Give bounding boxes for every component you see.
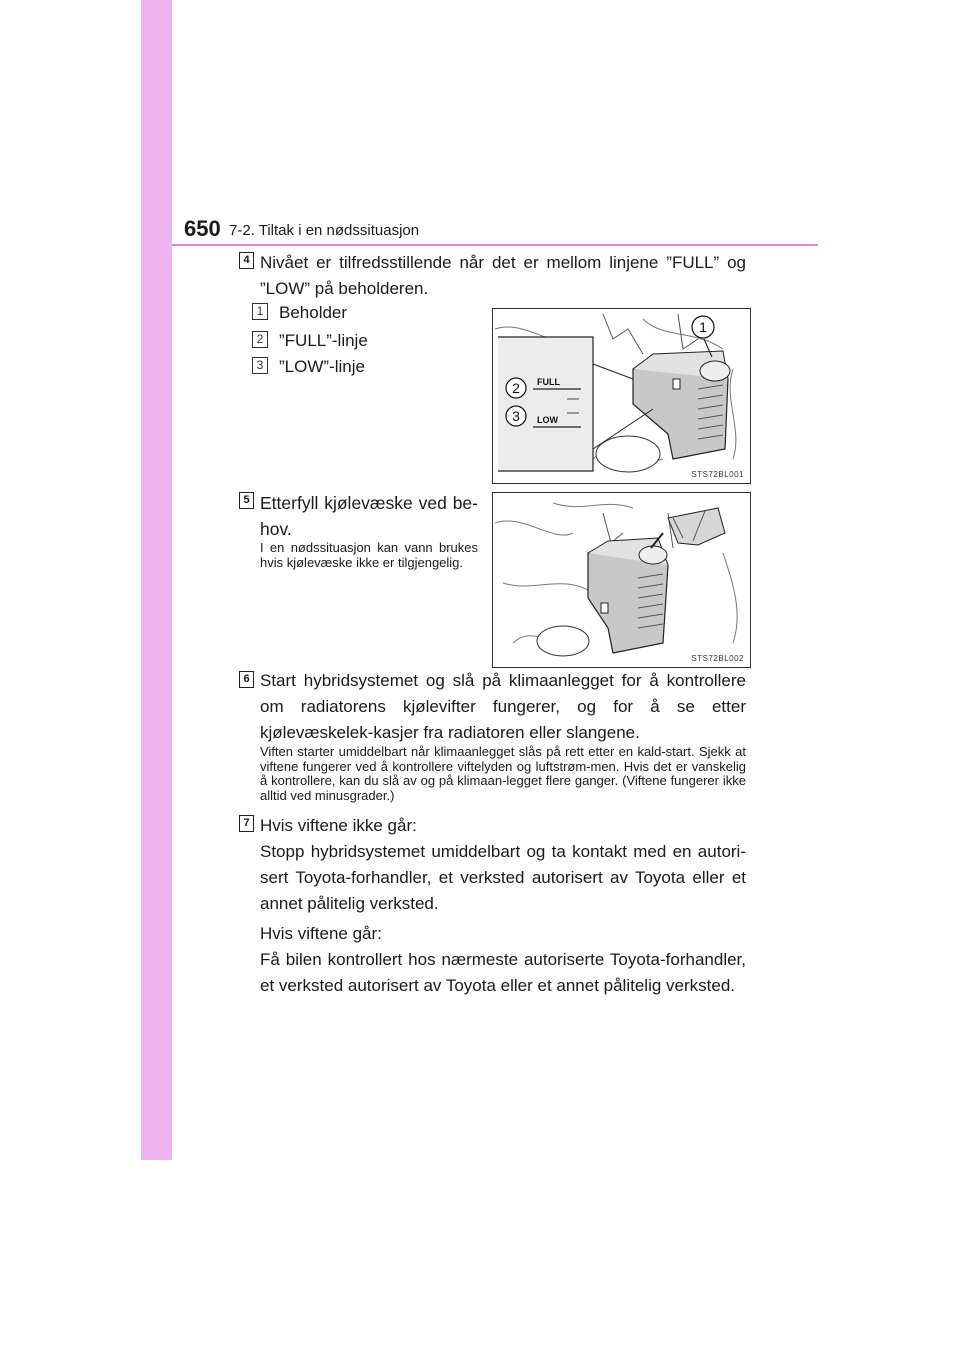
legend-label-container: Beholder xyxy=(279,303,348,322)
step-5-text: Etterfyll kjølevæske ved be-hov. xyxy=(260,493,478,539)
step-6-text: Start hybridsystemet og slå på klimaanlegget for å kontrollere om radiatorens kjølevifter fungerer, og for å se etter kjølevæskelek-kasjer fra radiatoren eller slangene. xyxy=(260,671,746,742)
refill-coolant-illustration xyxy=(493,493,750,667)
step-4-text: Nivået er tilfredsstillende når det er mellom linjene ”FULL” og ”LOW” på beholderen. xyxy=(260,253,746,298)
step-7-action-2: Få bilen kontrollert hos nærmeste autoriserte Toyota-forhandler, et verksted autorisert av Toyota eller et annet pålitelig verksted. xyxy=(260,950,746,995)
step-badge-5: 5 xyxy=(239,492,254,509)
legend-badge-3: 3 xyxy=(252,357,268,374)
step-badge-6: 6 xyxy=(239,671,254,688)
legend-badge-1: 1 xyxy=(252,303,268,320)
step-5-note: I en nødssituasjon kan vann brukes hvis kjølevæske ikke er tilgjengelig. xyxy=(260,540,478,570)
callout-1: 1 xyxy=(699,319,707,335)
step-7-action-1: Stopp hybridsystemet umiddelbart og ta kontakt med en autori-sert Toyota-forhandler, et verksted autorisert av Toyota eller et annet pålitelig verksted. xyxy=(260,842,746,913)
step-6-note: Viften starter umiddelbart når klimaanlegget slås på rett etter en kald-start. Sjekk at viftene fungerer ved å kontrollere viftelyden og luftstrøm-men. Hvis det er vanskelig å kontrollere, kan du slå av og på klimaan-legget flere ganger. (Viftene fungerer ikke alltid ved minusgrader.) xyxy=(260,744,746,803)
step-badge-4: 4 xyxy=(239,252,254,269)
legend-label-low: ”LOW”-linje xyxy=(279,357,365,376)
low-marking: LOW xyxy=(537,415,558,425)
step-badge-7: 7 xyxy=(239,815,254,832)
callout-3: 3 xyxy=(512,408,520,424)
coolant-reservoir-illustration xyxy=(493,309,750,483)
legend-badge-2: 2 xyxy=(252,331,268,348)
step-7-condition-1: Hvis viftene ikke går: xyxy=(260,816,417,835)
callout-2: 2 xyxy=(512,380,520,396)
page-number: 650 xyxy=(184,216,221,241)
figure-coolant-reservoir xyxy=(492,308,751,484)
figure-refill-coolant xyxy=(492,492,751,668)
section-tab-sidebar xyxy=(141,0,172,1160)
figure-code-1: STS72BL001 xyxy=(691,470,744,479)
legend-label-full: ”FULL”-linje xyxy=(279,331,368,350)
section-title: 7-2. Tiltak i en nødssituasjon xyxy=(229,222,420,239)
figure-code-2: STS72BL002 xyxy=(691,654,744,663)
full-marking: FULL xyxy=(537,377,560,387)
header-divider xyxy=(172,244,818,246)
step-7-condition-2: Hvis viftene går: xyxy=(260,924,382,943)
